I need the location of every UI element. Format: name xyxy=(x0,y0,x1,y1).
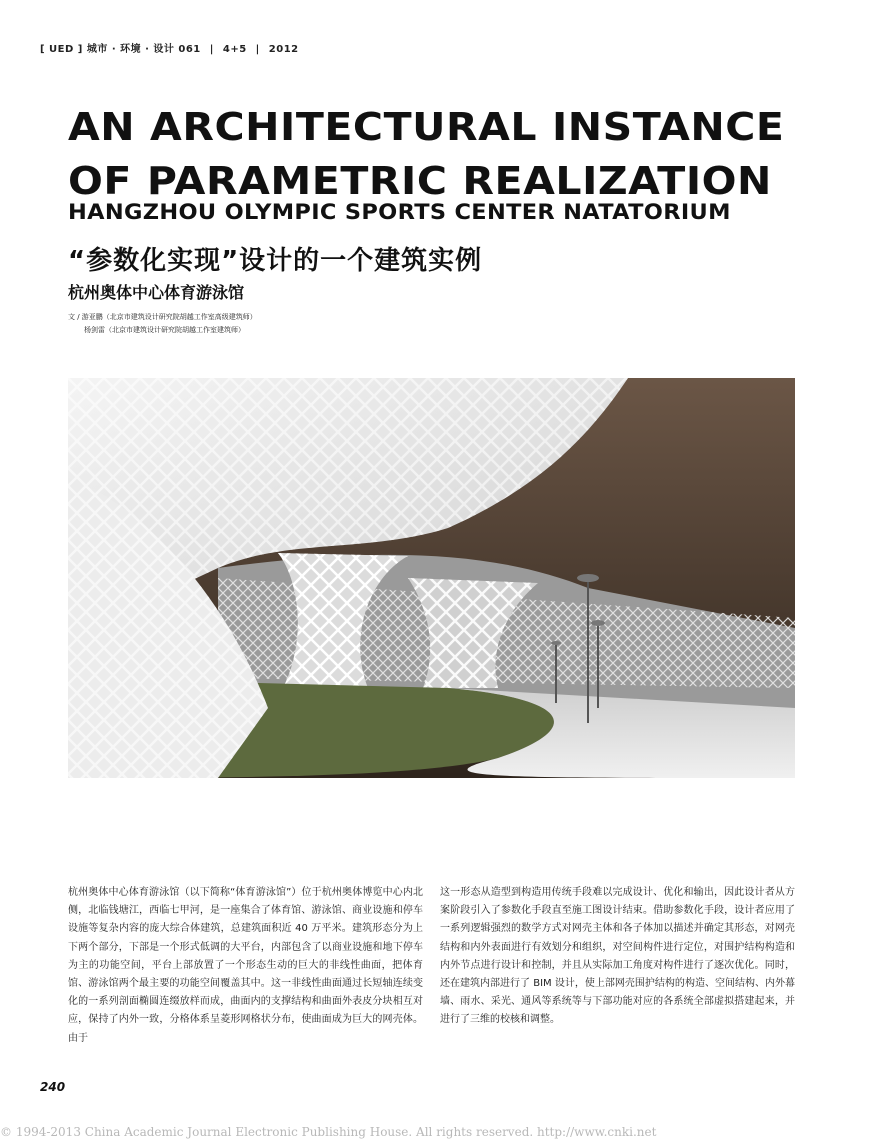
article-title-cn: “参数化实现”设计的一个建筑实例 xyxy=(68,246,483,276)
hero-rendering-image xyxy=(68,378,795,778)
title-line-1: AN ARCHITECTURAL INSTANCE xyxy=(68,105,785,149)
journal-section: 城市 · 环境 · 设计 xyxy=(86,44,175,55)
journal-year: 2012 xyxy=(268,44,299,55)
author-line-1: 文 / 游亚鹏（北京市建筑设计研究院胡越工作室高级建筑师） xyxy=(68,313,257,321)
header-divider: | xyxy=(209,44,214,55)
natatorium-interior-illustration xyxy=(68,378,795,778)
author-credits xyxy=(68,311,257,337)
article-subtitle-en: HANGZHOU OLYMPIC SPORTS CENTER NATATORIUM xyxy=(68,200,731,224)
page-number: 240 xyxy=(40,1080,66,1094)
article-subtitle-cn: 杭州奥体中心体育游泳馆 xyxy=(68,283,245,302)
body-text-right-column: 这一形态从造型到构造用传统手段难以完成设计、优化和输出，因此设计者从方案阶段引入了参数化手段直至施工图设计结束。借助参数化手段，设计者应用了一系列逻辑强烈的数学方式对网壳主体和各子体加以描述并确定其形态，对网壳结构和内外表面进行有效划分和组织，对空间构件进行定位，对围护结构构造和内外节点进行设计和控制，并且从实际加工角度对构件进行了逐次优化。同时，还在建筑内部进行了 BIM 设计，使上部网壳围护结构的构造、空间结构、内外幕墙、雨水、采光、通风等系统等与下部功能对应的各系统全部虚拟搭建起来，并进行了三维的校核和调整。 xyxy=(440,887,795,1026)
article-title-en xyxy=(68,100,871,208)
author-line-2: 杨剑雷（北京市建筑设计研究院胡越工作室建筑师） xyxy=(84,326,245,334)
copyright-footer: © 1994-2013 China Academic Journal Electronic Publishing House. All rights reserved. http://www.cnki.net xyxy=(0,1125,657,1139)
journal-name: [ UED ] xyxy=(40,44,83,55)
body-text-left-column: 杭州奥体中心体育游泳馆（以下简称“体育游泳馆”）位于杭州奥体博览中心内北侧，北临钱塘江，西临七甲河，是一座集合了体育馆、游泳馆、商业设施和停车设施等复杂内容的庞大综合体建筑，总建筑面积近 40 万平米。建筑形态分为上下两个部分，下部是一个形式低调的大平台，内部包含了以商业设施和地下停车为主的功能空间，平台上部放置了一个形态生动的巨大的非线性曲面，把体育馆、游泳馆两个最主要的功能空间覆盖其中。这一非线性曲面通过长短轴连续变化的一系列剖面椭圆连缀放样而成，曲面内的支撑结构和曲面外表皮分块相互对应，保持了内外一致，分格体系呈菱形网格状分布，使曲面成为巨大的网壳体。由于 xyxy=(68,887,423,1044)
journal-header xyxy=(40,40,299,55)
journal-months: 4+5 xyxy=(222,44,247,55)
title-line-2: OF PARAMETRIC REALIZATION xyxy=(68,159,772,203)
journal-issue: 061 xyxy=(178,44,201,55)
header-divider: | xyxy=(255,44,260,55)
